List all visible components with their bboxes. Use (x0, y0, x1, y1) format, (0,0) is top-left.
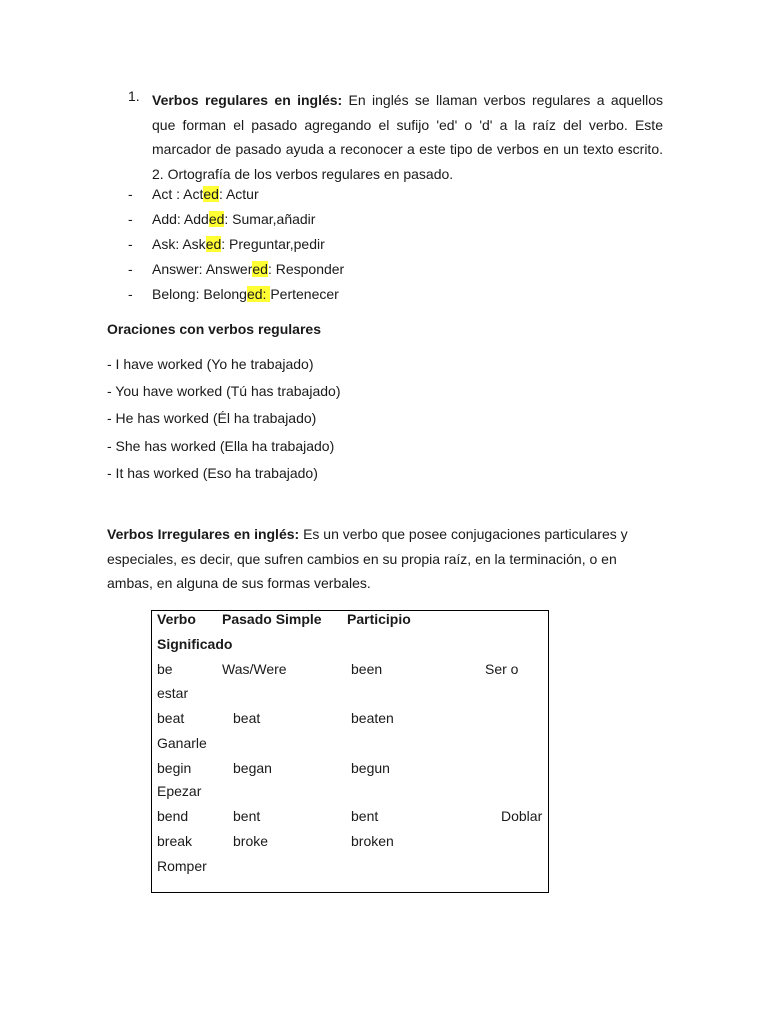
sentence-line: - I have worked (Yo he trabajado) (107, 356, 314, 372)
table-header-verb: Verbo (157, 611, 196, 627)
sentence-line: - He has worked (Él ha trabajado) (107, 410, 317, 426)
table-cell-past: broke (233, 833, 269, 849)
verb-meaning: Pertenecer (270, 286, 339, 302)
section-heading: Oraciones con verbos regulares (107, 321, 321, 337)
verb-base: Ask: Ask (152, 236, 206, 252)
verb-table (151, 610, 549, 893)
table-cell-participle: bent (351, 808, 379, 824)
table-cell-verb: break (157, 833, 193, 849)
table-cell-meaning-cont: Ganarle (157, 735, 207, 751)
table-cell-participle: begun (351, 760, 390, 776)
irregular-title: Verbos Irregulares en inglés: (107, 526, 300, 542)
sentence-line: - She has worked (Ella ha trabajado) (107, 438, 335, 454)
table-header-meaning: Significado (157, 636, 233, 652)
irregular-text: Es un verbo que posee conjugaciones particulares y especiales, es decir, que sufren cambios en su propia raíz, en la terminación, o en ambas, en alguna de sus formas verbales. (107, 526, 628, 592)
sentence-line: - You have worked (Tú has trabajado) (107, 383, 341, 399)
list-dash: - (128, 236, 133, 252)
verb-meaning: : Actur (218, 186, 259, 202)
table-cell-meaning: Ser o (485, 661, 519, 677)
list-dash: - (128, 186, 133, 202)
highlighted-suffix: ed (205, 236, 222, 252)
table-cell-verb: begin (157, 760, 192, 776)
list-number: 1. (128, 88, 140, 104)
table-header-past: Pasado Simple (222, 611, 322, 627)
intro-text: En inglés se llaman verbos regulares a aquellos que forman el pasado agregando el sufijo 'ed' o 'd' a la raíz del verbo. Este marcador de pasado ayuda a reconocer a este tipo de verbos en un texto escrito. 2. Ortografía de los verbos regulares en pasado. (152, 92, 663, 182)
table-header-participle: Participio (347, 611, 411, 627)
highlighted-suffix: ed (208, 211, 225, 227)
table-cell-past: beat (233, 710, 261, 726)
intro-paragraph (128, 88, 663, 186)
table-cell-verb: beat (157, 710, 185, 726)
list-dash: - (128, 286, 133, 302)
table-cell-verb: be (157, 661, 173, 677)
list-dash: - (128, 261, 133, 277)
highlighted-suffix: ed: (246, 286, 271, 302)
table-cell-meaning: Doblar (501, 808, 543, 824)
verb-base: Add: Add (152, 211, 209, 227)
irregular-paragraph (107, 522, 662, 596)
table-cell-verb: bend (157, 808, 189, 824)
verb-meaning: : Responder (267, 261, 345, 277)
table-cell-past: Was/Were (222, 661, 287, 677)
verb-meaning: : Sumar,añadir (224, 211, 316, 227)
table-cell-participle: beaten (351, 710, 394, 726)
sentence-line: - It has worked (Eso ha trabajado) (107, 465, 318, 481)
table-cell-past: began (233, 760, 272, 776)
table-cell-participle: been (351, 661, 383, 677)
verb-base: Answer: Answer (152, 261, 253, 277)
table-cell-meaning-cont: estar (157, 685, 189, 701)
verb-base: Belong: Belong (152, 286, 247, 302)
verb-meaning: : Preguntar,pedir (221, 236, 325, 252)
highlighted-suffix: ed (203, 186, 219, 202)
list-dash: - (128, 211, 133, 227)
table-cell-past: bent (233, 808, 261, 824)
verb-base: Act : Act (152, 186, 204, 202)
table-cell-meaning-cont: Epezar (157, 783, 202, 799)
table-cell-participle: broken (351, 833, 394, 849)
intro-title: Verbos regulares en inglés: (152, 92, 343, 108)
highlighted-suffix: ed (252, 261, 268, 277)
table-cell-meaning-cont: Romper (157, 858, 207, 874)
